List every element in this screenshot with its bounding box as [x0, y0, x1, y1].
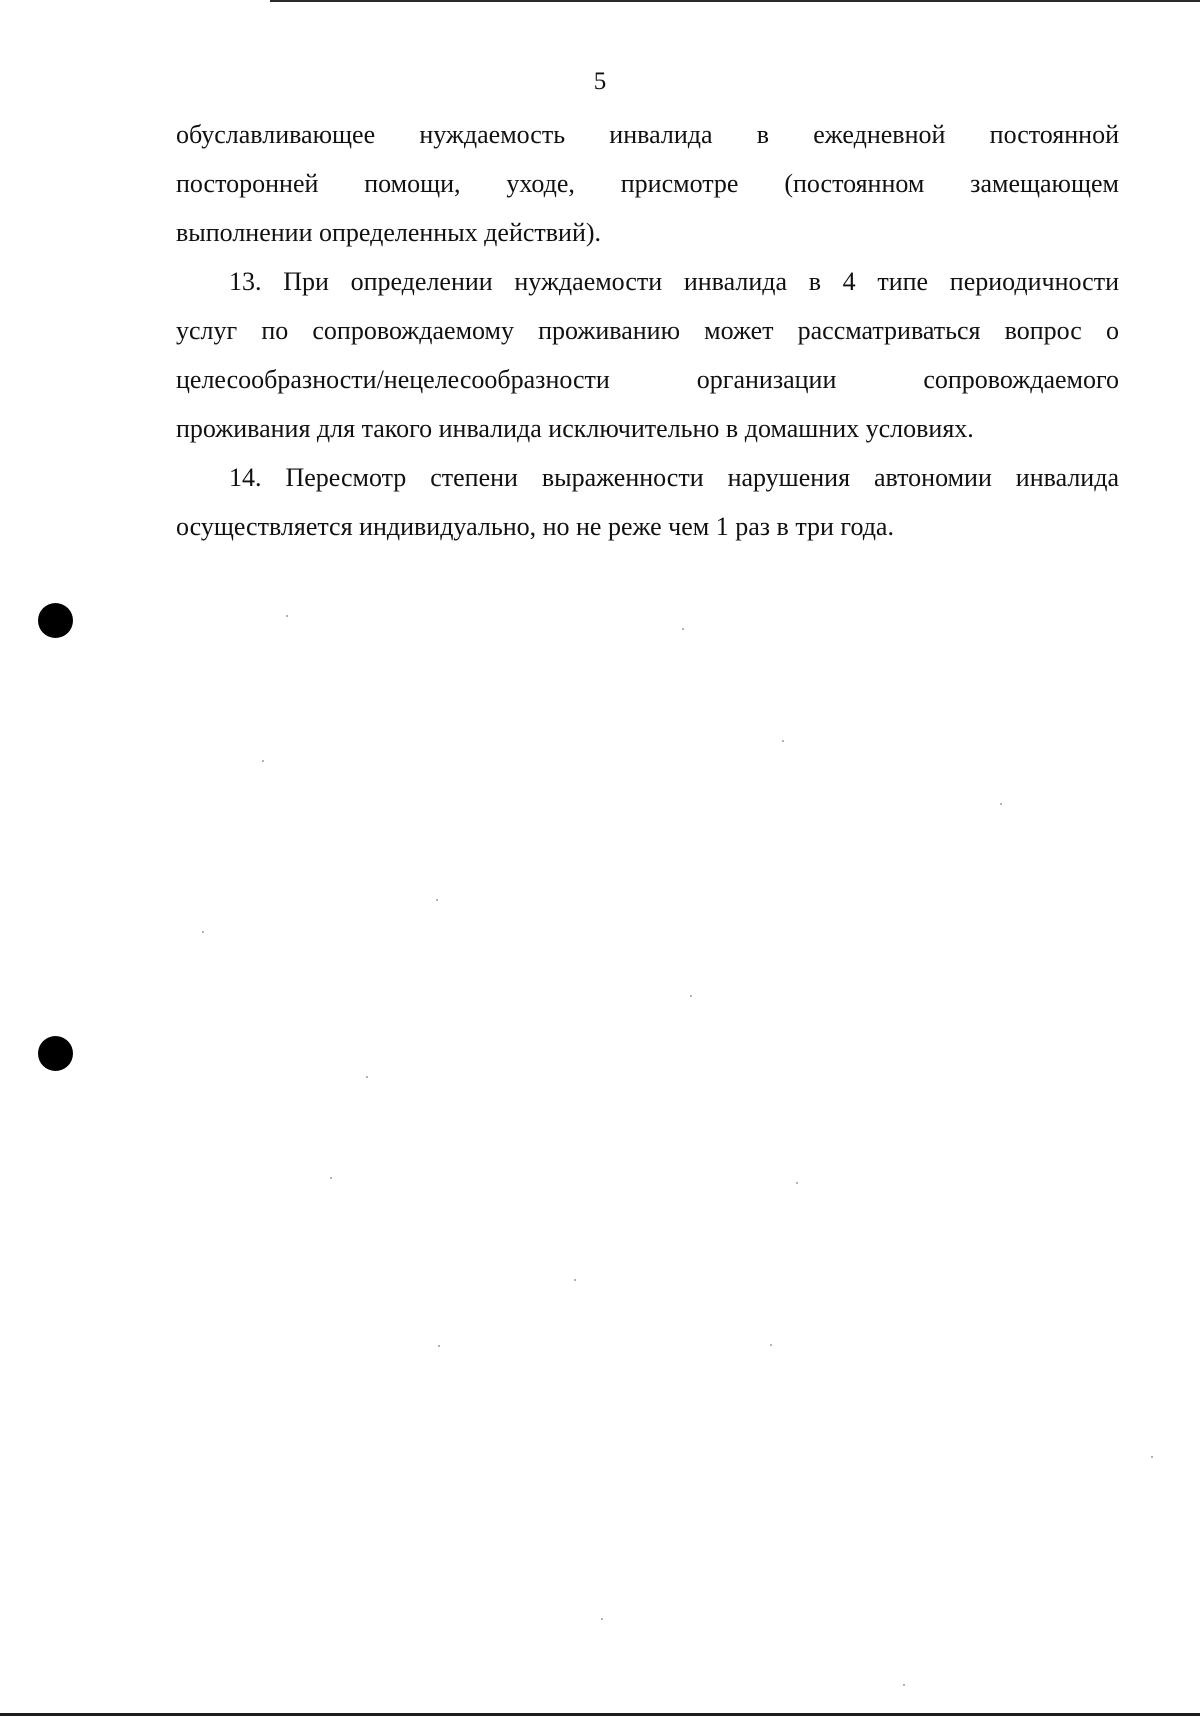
scan-speck	[796, 1182, 798, 1184]
page-number: 5	[593, 68, 607, 95]
scan-speck	[330, 1177, 332, 1179]
scan-speck	[366, 1076, 368, 1078]
paragraph-13-line: 13. При определении нуждаемости инвалида в 4 типе периодичности	[229, 267, 1119, 296]
paragraph-14-line: осуществляется индивидуально, но не реже чем 1 раз в три года.	[176, 512, 894, 541]
scan-speck	[1000, 803, 1002, 805]
scan-speck	[436, 899, 438, 901]
text-line: обуславливающее нуждаемость инвалида в ежедневной постоянной	[176, 120, 1119, 149]
paragraph-13-line: услуг по сопровождаемому проживанию может рассматриваться вопрос о	[176, 316, 1119, 345]
paragraph-13-line: целесообразности/нецелесообразности организации сопровождаемого	[176, 365, 1119, 394]
scan-speck	[770, 1344, 772, 1346]
scan-speck	[690, 995, 692, 997]
paragraph-14-line: 14. Пересмотр степени выраженности нарушения автономии инвалида	[229, 463, 1119, 492]
top-border-line	[270, 0, 1200, 2]
punch-hole-mark	[38, 603, 73, 638]
text-line: посторонней помощи, уходе, присмотре (постоянном замещающем	[176, 169, 1119, 198]
scan-speck	[262, 760, 264, 762]
scan-speck	[286, 615, 288, 617]
text-line: выполнении определенных действий).	[176, 218, 602, 247]
scan-speck	[574, 1279, 576, 1281]
scan-speck	[1151, 1456, 1153, 1458]
punch-hole-mark	[38, 1036, 73, 1071]
scan-speck	[601, 1618, 603, 1620]
paragraph-13-line: проживания для такого инвалида исключительно в домашних условиях.	[176, 414, 974, 443]
scan-speck	[438, 1345, 440, 1347]
scan-speck	[782, 740, 784, 742]
scan-speck	[202, 931, 204, 933]
document-body	[176, 110, 1119, 551]
scan-speck	[682, 628, 684, 630]
bottom-border-line	[0, 1713, 1200, 1716]
scan-speck	[903, 1684, 905, 1686]
